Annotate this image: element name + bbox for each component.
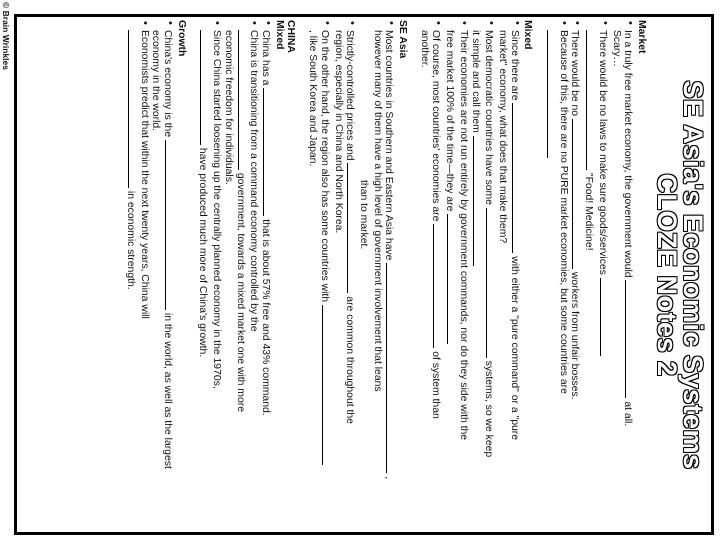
- note-text: free market 100% of the time—they are: [444, 30, 456, 212]
- section-heading-mixed: Mixed: [522, 20, 534, 50]
- list-item: [610, 20, 635, 528]
- note-text: are common throughout the: [344, 296, 356, 424]
- note-text: • Their economies are not run entirely by government commands, nor do they side with the: [457, 30, 469, 441]
- copyright-credit: © Brain Wrinkles: [1, 2, 11, 70]
- china-list: [197, 20, 273, 528]
- note-text: Of course, most countries' economies are: [430, 30, 442, 222]
- note-text: market" economy, what does that make them?: [496, 30, 508, 244]
- section-heading-growth: Growth: [175, 20, 187, 57]
- section-heading-market: Market: [636, 20, 647, 54]
- section-heading-seasia: SE Asia: [397, 20, 409, 59]
- note-text: systems, so we keep: [483, 360, 495, 458]
- note-text: have produced much more of China's growth.: [197, 147, 209, 358]
- fill-blank[interactable]: [128, 30, 138, 188]
- list-item: [259, 20, 273, 528]
- list-item: [418, 20, 443, 528]
- title-line-1: SE Asia's Economic Systems: [678, 80, 708, 470]
- fill-blank[interactable]: [512, 103, 522, 253]
- market-list: [543, 20, 635, 528]
- list-item: [443, 20, 468, 528]
- fill-blank[interactable]: [547, 30, 557, 158]
- note-text: economic freedom for individuals.: [222, 30, 234, 185]
- list-item: [222, 20, 259, 528]
- note-text: Scary…: [610, 30, 622, 67]
- note-text: China has a: [260, 30, 272, 86]
- list-item: • Most countries in Southern and Eastern Asia have , however many of them have a high level of government involvement that leans than to market.: [357, 20, 396, 528]
- note-text: • Because of this, there are no PURE market economies, but some countries are: [557, 30, 569, 394]
- note-text: however many of them have a high level of government involvement that leans: [371, 30, 383, 392]
- note-text: it simple and call them: [469, 30, 481, 133]
- note-text: , like South Korea and Japan.: [307, 30, 319, 167]
- note-text: There would be no: [569, 30, 581, 117]
- note-text: workers from unfair bosses.: [569, 271, 581, 400]
- note-text: at all.: [622, 401, 634, 427]
- note-text: than to market.: [357, 180, 369, 250]
- list-item: [569, 20, 583, 528]
- list-item: [469, 20, 496, 528]
- fill-blank[interactable]: [433, 224, 443, 348]
- growth-list: [124, 20, 175, 528]
- list-item: [496, 20, 521, 528]
- fill-blank[interactable]: [586, 30, 596, 170]
- fill-blank[interactable]: [201, 30, 211, 145]
- note-text: of system than: [430, 351, 442, 419]
- note-text: "Food! Medicine!: [583, 172, 595, 251]
- section-heading-china: CHINA: [285, 20, 297, 53]
- fill-blank[interactable]: [347, 163, 357, 293]
- note-text: in the world, as well as the largest: [162, 312, 174, 469]
- fill-blank[interactable]: [486, 208, 496, 358]
- title-line-2: CLOZE Notes 2: [652, 173, 682, 377]
- list-item: [306, 20, 331, 528]
- note-text: that is about 57% free and 43% command.: [260, 219, 272, 416]
- section-subheading-mixed: Mixed: [273, 20, 285, 50]
- fill-blank[interactable]: [473, 136, 483, 266]
- note-text: China is transitioning from a command economy controlled by the: [248, 30, 260, 332]
- note-text: • Since China started loosening up the centrally planned economy in the 1970s,: [211, 30, 223, 389]
- note-text: another.: [418, 30, 430, 68]
- fill-blank[interactable]: [625, 280, 635, 398]
- note-text: Since there are: [508, 30, 520, 101]
- note-text: There would be no laws to make sure goods/services: [596, 30, 608, 275]
- note-text: region, especially in China and North Korea.: [332, 30, 344, 234]
- fill-blank[interactable]: [238, 30, 248, 170]
- note-text: Economists predict that within the next twenty years, China will: [138, 30, 150, 319]
- note-text: Most democratic countries have some: [483, 30, 495, 205]
- fill-blank[interactable]: [447, 214, 457, 344]
- fill-blank[interactable]: [263, 88, 273, 216]
- fill-blank[interactable]: [600, 278, 610, 356]
- note-text: China's economy is the: [162, 30, 174, 138]
- list-item: [150, 20, 175, 528]
- fill-blank[interactable]: [165, 140, 175, 310]
- list-item: [332, 20, 357, 528]
- note-text: economy in the world.: [150, 30, 162, 132]
- list-item: [543, 20, 568, 528]
- note-text: Strictly-controlled prices and: [344, 30, 356, 161]
- seasia-list: [306, 20, 396, 528]
- note-text: with either a "pure command" or a "pure: [508, 256, 520, 441]
- list-item: [582, 20, 609, 528]
- note-text: On the other hand, the region also has some countries with: [318, 30, 330, 303]
- fill-blank[interactable]: [322, 305, 332, 465]
- list-item: [197, 20, 222, 528]
- note-text: government, towards a mixed market one with more: [234, 172, 246, 412]
- fill-blank[interactable]: [386, 263, 396, 473]
- list-item: [124, 20, 149, 528]
- notes-content: [124, 20, 708, 528]
- note-text: in economic strength.: [124, 190, 136, 290]
- note-text: In a truly free market economy, the government would: [622, 30, 634, 278]
- mixed-list: [418, 20, 522, 528]
- fill-blank[interactable]: [572, 119, 582, 269]
- note-text: Most countries in Southern and Eastern Asia have: [383, 30, 395, 261]
